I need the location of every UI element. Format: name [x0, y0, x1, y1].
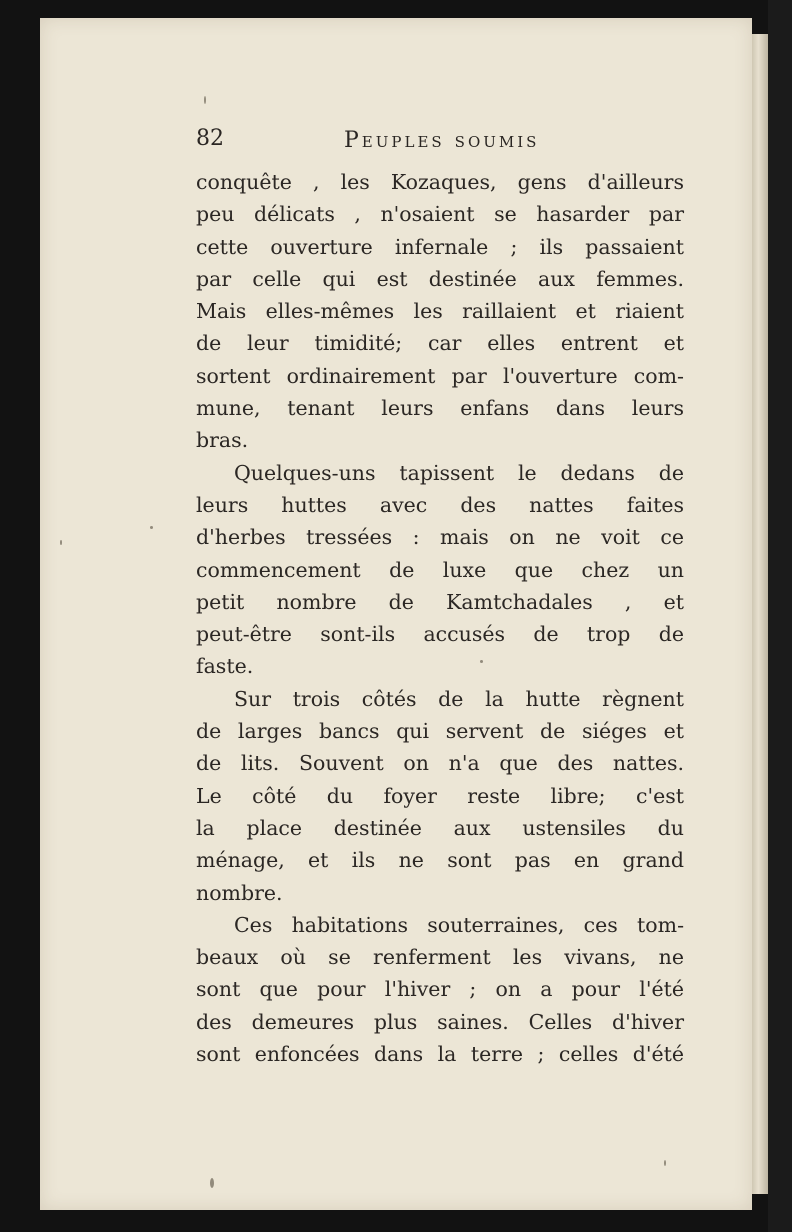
text-line: Le côté du foyer reste libre; c'est	[196, 783, 684, 808]
text-line: sont enfoncées dans la terre ; celles d'été	[196, 1042, 684, 1067]
running-head: Peuples soumis	[344, 128, 540, 153]
text-line: ménage, et ils ne sont pas en grand	[196, 848, 684, 873]
text-line: bras.	[196, 428, 249, 453]
text-line: peu délicats , n'osaient se hasarder par	[196, 202, 684, 227]
text-line: cette ouverture infernale ; ils passaient	[196, 234, 684, 259]
page-number: 82	[196, 126, 224, 151]
paper-speck	[204, 96, 206, 104]
text-line: Mais elles-mêmes les raillaient et riaient	[196, 299, 684, 324]
page-header	[196, 124, 684, 160]
text-line: de larges bancs qui servent de siéges et	[196, 719, 684, 744]
text-line: nombre.	[196, 880, 283, 905]
text-line: conquête , les Kozaques, gens d'ailleurs	[196, 170, 684, 194]
paper-speck	[664, 1160, 666, 1166]
text-line: par celle qui est destinée aux femmes.	[196, 266, 684, 291]
text-line: Ces habitations souterraines, ces tom-	[234, 912, 684, 937]
text-line: sont que pour l'hiver ; on a pour l'été	[196, 977, 684, 1002]
paper-speck	[150, 526, 153, 529]
text-line: Quelques-uns tapissent le dedans de	[234, 460, 684, 485]
text-line: peut-être sont-ils accusés de trop de	[196, 622, 684, 647]
text-line: d'herbes tressées : mais on ne voit ce	[196, 525, 684, 550]
text-line: leurs huttes avec des nattes faites	[196, 492, 684, 517]
next-page-edge	[752, 34, 768, 1194]
body-text	[196, 166, 684, 1070]
paper-speck	[210, 1178, 214, 1188]
text-line: commencement de luxe que chez un	[196, 557, 684, 582]
scan-background	[768, 0, 792, 1232]
text-line: la place destinée aux ustensiles du	[196, 815, 684, 840]
text-line: Sur trois côtés de la hutte règnent	[234, 686, 684, 711]
paper-speck	[480, 660, 483, 663]
paper-speck	[60, 540, 62, 545]
text-line: des demeures plus saines. Celles d'hiver	[196, 1009, 684, 1034]
text-line: de leur timidité; car elles entrent et	[196, 331, 684, 356]
text-line: sortent ordinairement par l'ouverture com-	[196, 363, 684, 388]
text-line: beaux où se renferment les vivans, ne	[196, 945, 684, 970]
text-line: petit nombre de Kamtchadales , et	[196, 589, 684, 614]
text-line: mune, tenant leurs enfans dans leurs	[196, 396, 684, 421]
text-line: de lits. Souvent on n'a que des nattes.	[196, 751, 684, 776]
text-line: faste.	[196, 654, 254, 679]
